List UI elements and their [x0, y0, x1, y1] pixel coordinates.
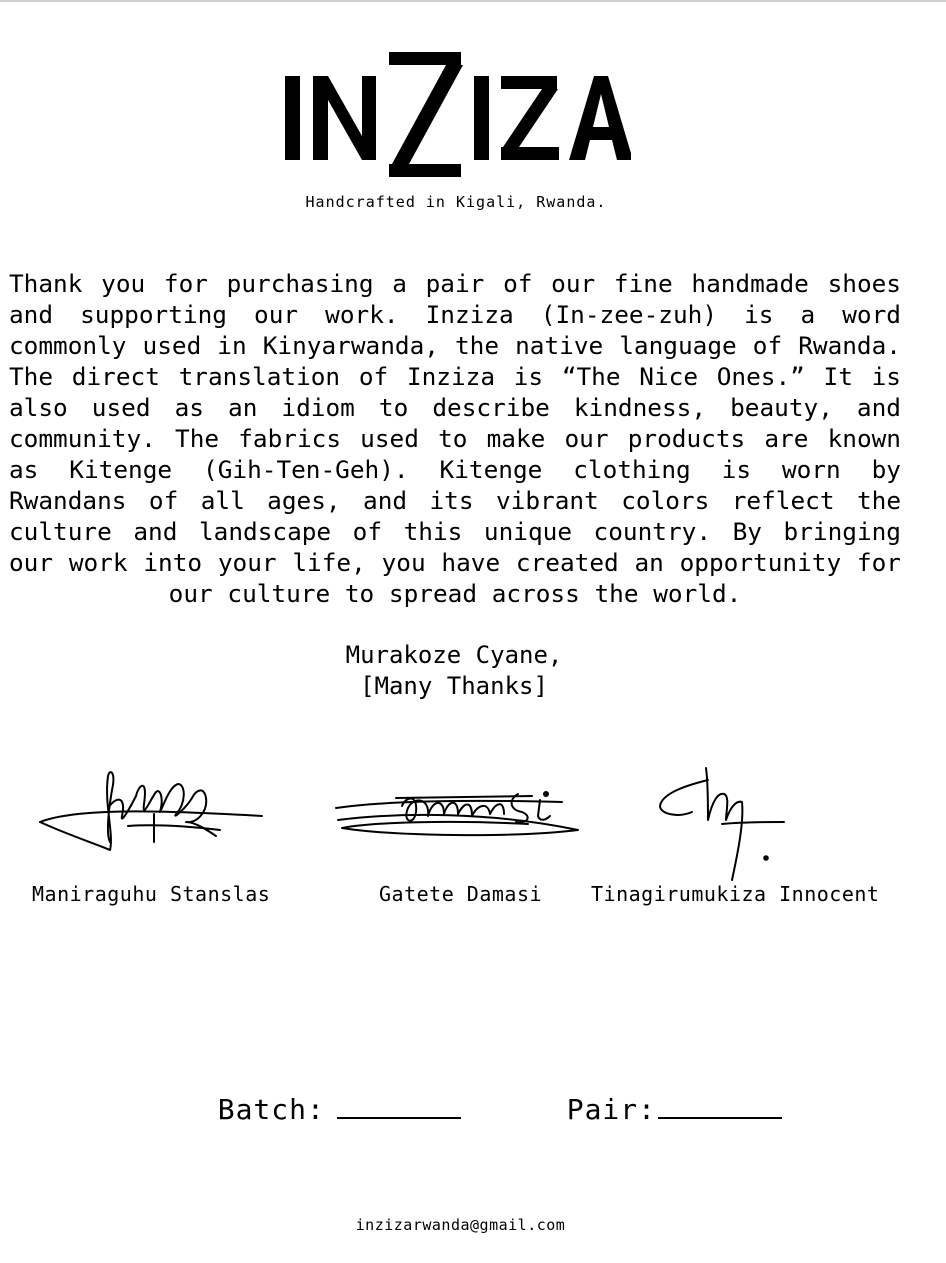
- batch-field: [182, 1056, 461, 1126]
- brand-tagline: Handcrafted in Kigali, Rwanda.: [305, 193, 607, 211]
- signatory-name: Maniraguhu Stanslas: [32, 882, 271, 906]
- pair-label: Pair:: [566, 1093, 657, 1126]
- signatory-name: Tinagirumukiza Innocent: [591, 882, 880, 906]
- brand-logo-mark: [281, 50, 631, 182]
- letter-closing: [0, 640, 908, 702]
- pair-field: [531, 1056, 782, 1126]
- closing-line-1: Murakoze Cyane,: [345, 641, 563, 669]
- signature-damasi: [332, 786, 582, 842]
- signatory-name: Gatete Damasi: [379, 882, 543, 906]
- signature-stanslas: [36, 764, 268, 860]
- batch-label: Batch:: [217, 1093, 325, 1126]
- batch-blank-line: [337, 1089, 461, 1119]
- closing-line-2: [Many Thanks]: [360, 672, 548, 700]
- brand-logo: [281, 50, 631, 182]
- signature-innocent: [652, 762, 792, 884]
- letter-body: Thank you for purchasing a pair of our fine handmade shoes and supporting our work. Inziza (In-zee-zuh) is a word commonly used in Kinyarwanda, the native language of Rwanda. The direct translation of Inziza is “The Nice Ones.” It is also used as an idiom to describe kindness, beauty, and community. The fabrics used to make our products are known as Kitenge (Gih-Ten-Geh). Kitenge clothing is worn by Rwandans of all ages, and its vibrant colors reflect the culture and landscape of this unique country. By bringing our work into your life, you have created an opportunity for our culture to spread across the world.: [9, 269, 901, 608]
- pair-blank-line: [658, 1089, 782, 1119]
- contact-email: inzizarwanda@gmail.com: [355, 1216, 566, 1234]
- top-rule: [0, 0, 946, 2]
